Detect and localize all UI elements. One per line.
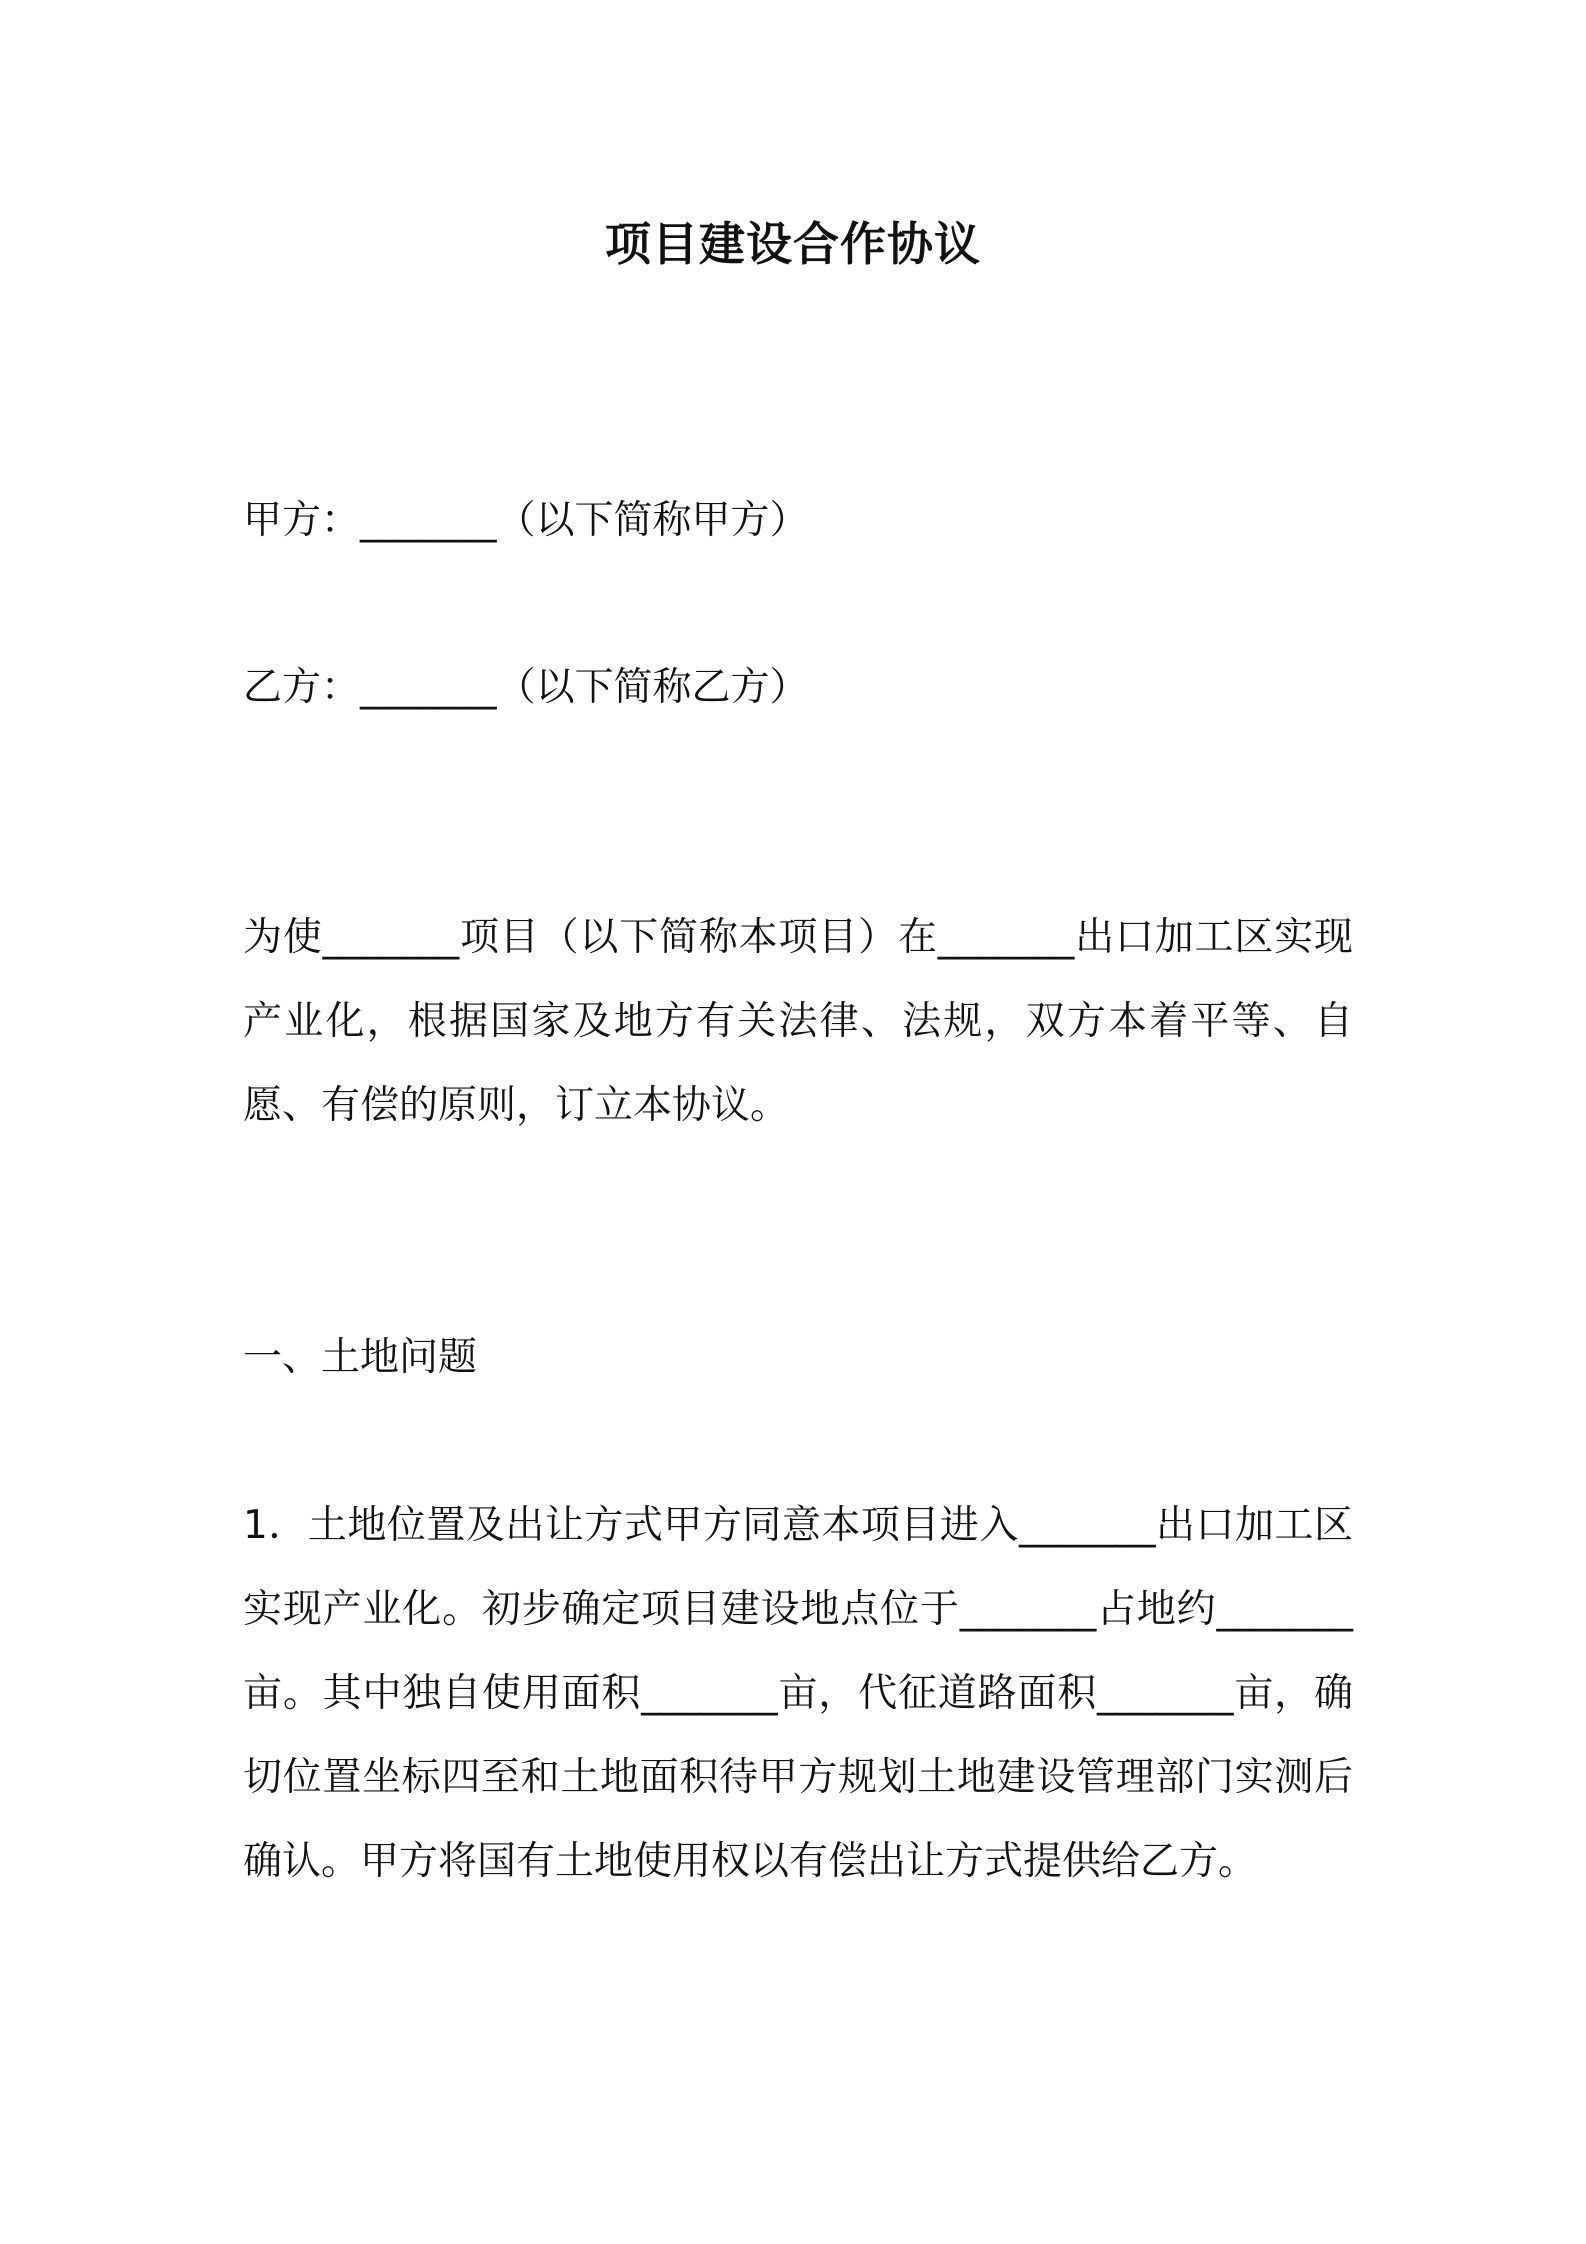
document-title: 项目建设合作协议 bbox=[605, 217, 981, 271]
party-b-line: 乙方：_______（以下简称乙方） bbox=[243, 665, 809, 710]
intro-paragraph: 为使_______项目（以下简称本项目）在_______出口加工区实现产业化，根据国家及地方有关法律、法规，双方本着平等、自愿、有偿的原则，订立本协议。 bbox=[243, 915, 1353, 1128]
section-heading-land: 一、土地问题 bbox=[243, 1335, 478, 1380]
clause-1-paragraph: 1．土地位置及出让方式甲方同意本项目进入_______出口加工区实现产业化。初步确定项目建设地点位于_______占地约_______亩。其中独自使用面积_______亩，代征道路面积_______亩，确切位置坐标四至和土地面积待甲方规划土地建设管理部门实测后确认。甲方将国有土地使用权以有偿出让方式提供给乙方。 bbox=[243, 1503, 1353, 1884]
party-a-line: 甲方：_______（以下简称甲方） bbox=[243, 498, 809, 543]
